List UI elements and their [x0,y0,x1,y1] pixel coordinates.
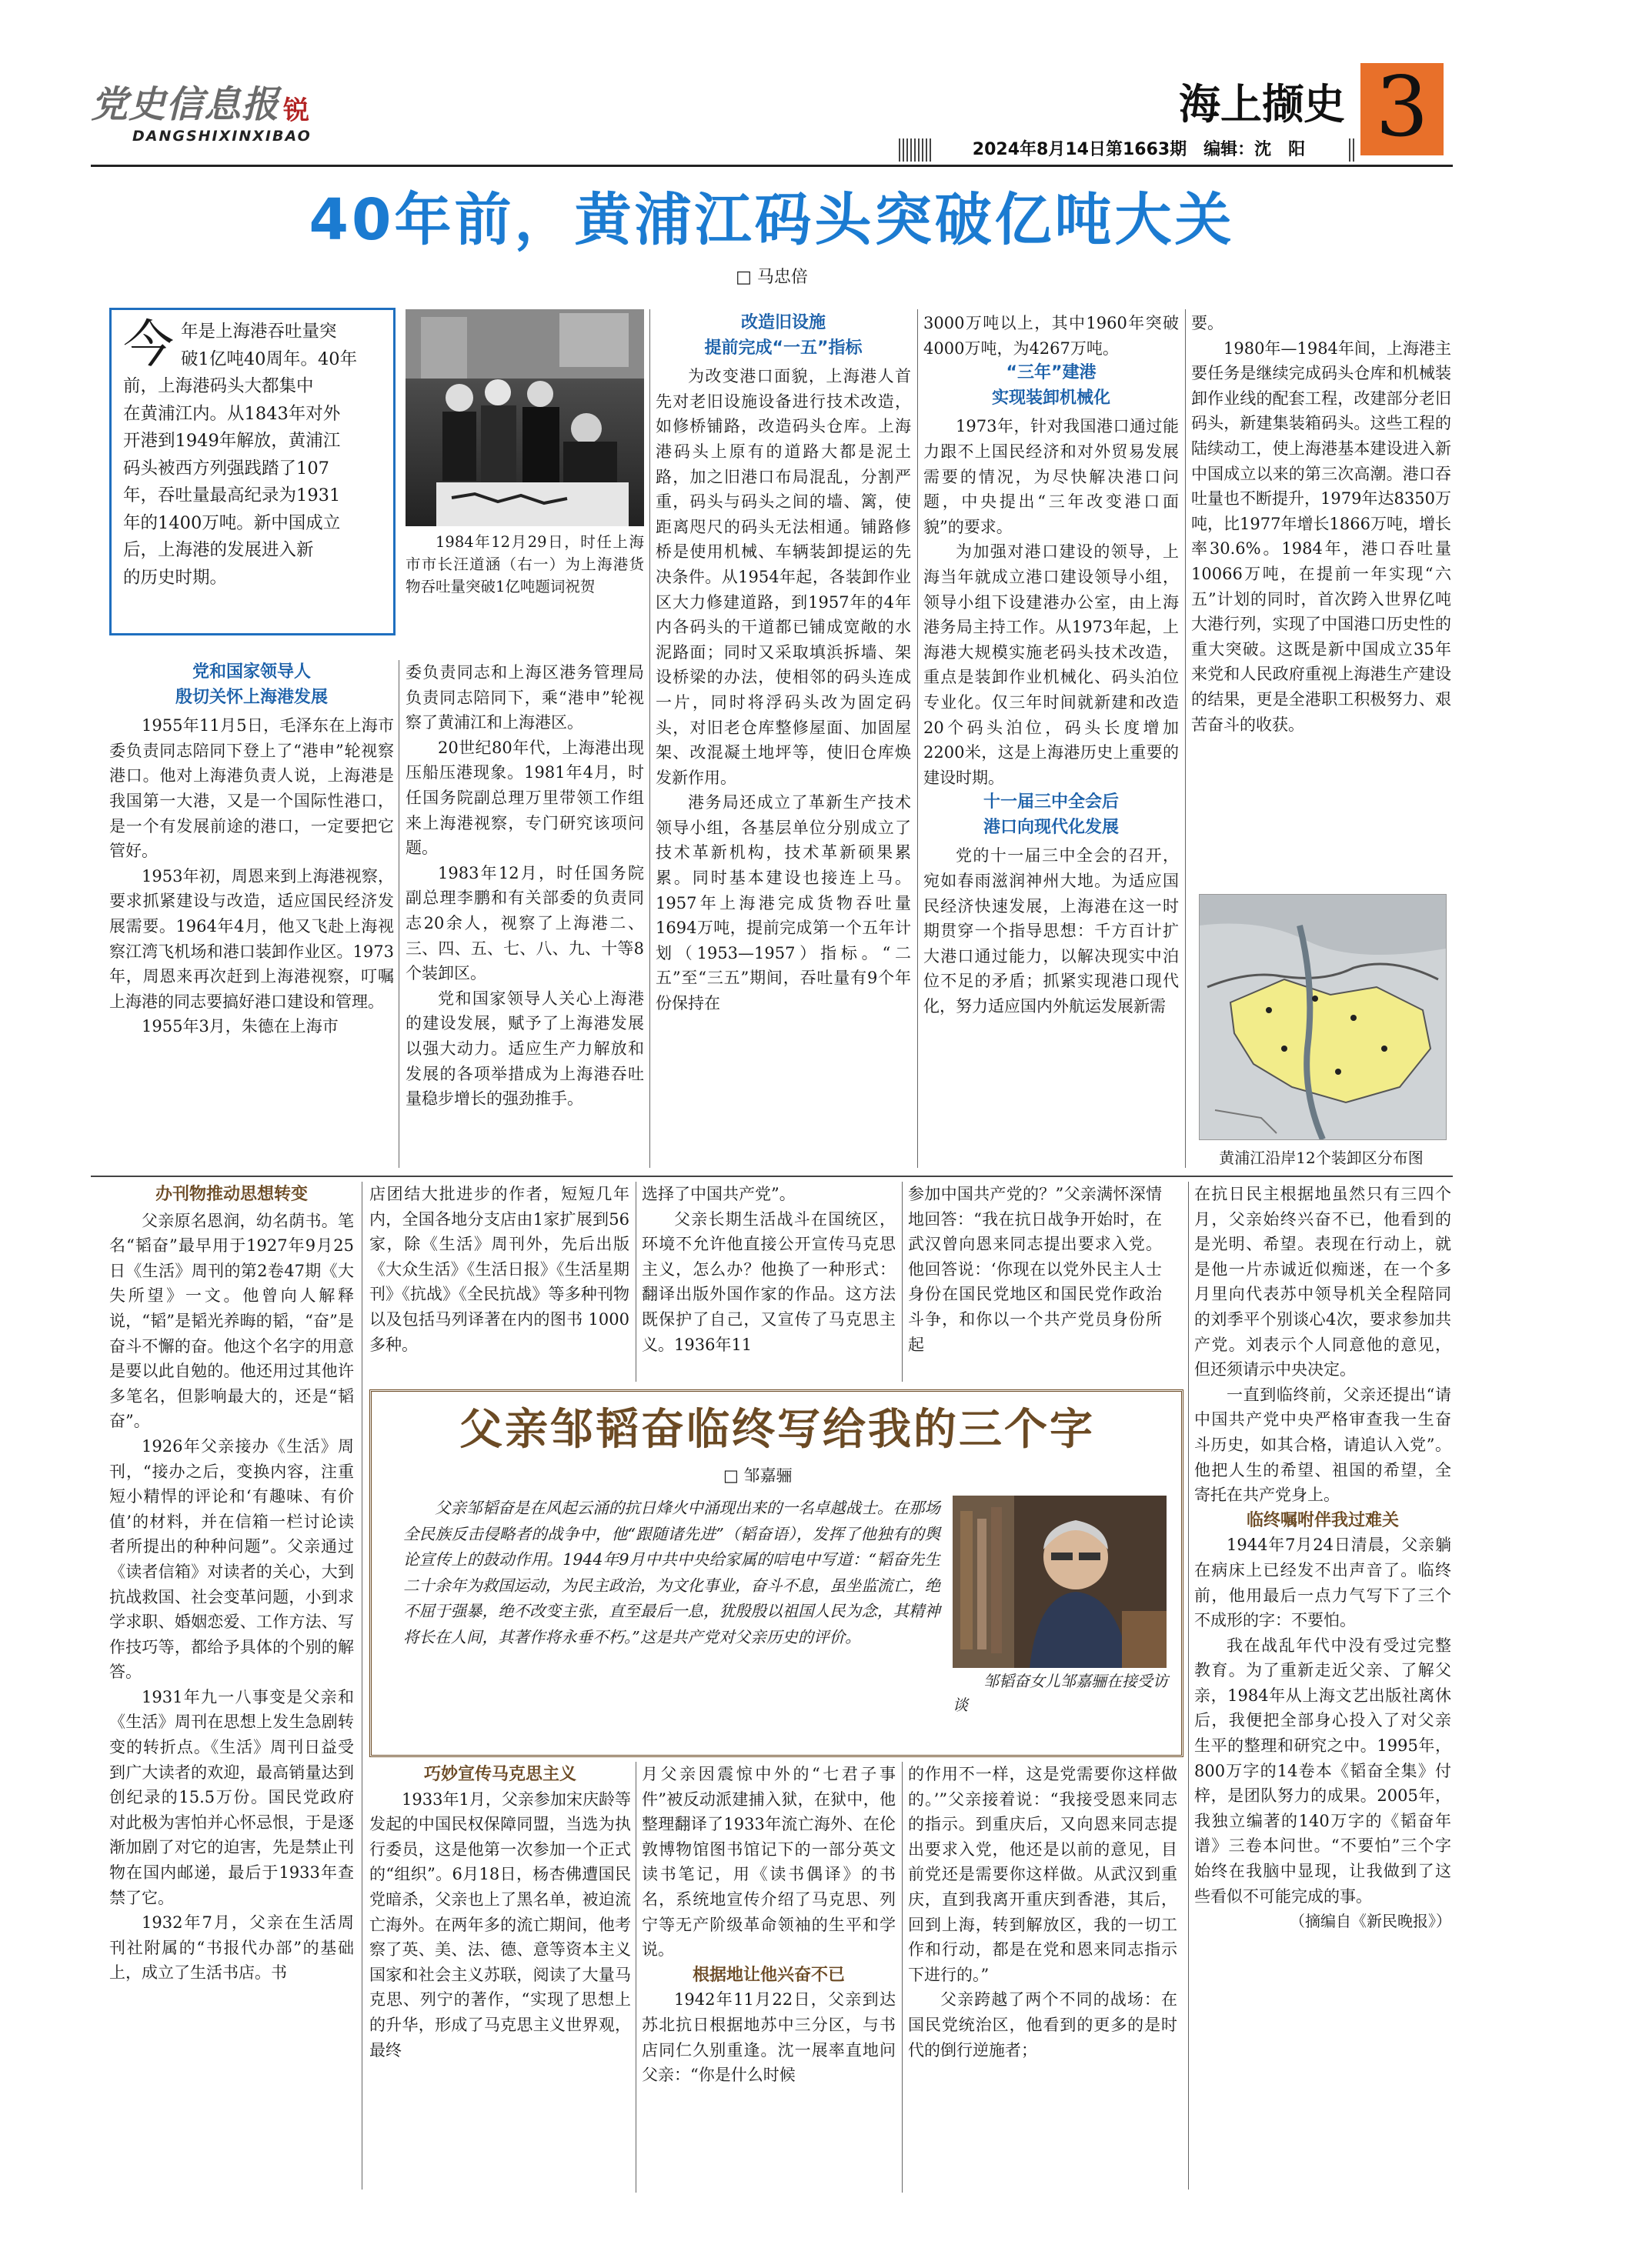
article2-colA [109,1182,354,1986]
paragraph: 为加强对港口建设的领导，上海当年就成立港口建设领导小组，领导小组下设建港办公室，由上海港务局主持工作。从1973年起，上海港大规模实施老码头技术改造，重点是装卸作业机械化、码头泊位专业化。仅三年时间就新建和改造20个码头泊位，码头长度增加2200米，这是上海港历史上重要的建设时期。 [923,542,1179,787]
section-heading: 巧妙宣传马克思主义 [423,1764,576,1784]
paragraph: 1955年3月，朱德在上海市 [142,1017,339,1036]
paragraph: 我在战乱年代中没有受过完整教育。为了重新走近父亲、了解父亲，1984年从上海文艺出版社离休后，我便把全部身心投入了对父亲生平的整理和研究之中。1995年，800万字的14卷本《韬奋全集》付梓，是团队努力的成果。2005年，我独立编著的140万字的《韬奋年谱》三卷本问世。“不要怕”三个字始终在我脑中显现，让我做到了这些看似不可能完成的事。 [1194,1636,1451,1906]
paragraph: 的作用不一样，这是党需要你这样做的。’”父亲接着说：“我接受恩来同志的指示。到重庆后，又向恩来同志提出要求入党，他还是以前的意见，目前党还是需要你这样做。从武汉到重庆，直到我离开重庆到香港，其后，回到上海，转到解放区，我的一切工作和行动，都是在党和恩来同志指示下进行的。” [908,1765,1177,1984]
paragraph: 参加中国共产党的？”父亲满怀深情地回答：“我在抗日战争开始时，在武汉曾向恩来同志提出要求入党。他回答说：‘你现在以党外民主人士身份在国民党地区和国民党作政治斗争，和你以一个共产党员身份所起 [908,1185,1162,1354]
paragraph: 党的十一届三中全会的召开，宛如春雨滋润神州大地。为适应国民经济快速发展，上海港在这一时期贯穿一个指导思想：千方百计扩大港口通过能力，以解决现实中泊位不足的矛盾；抓紧实现港口现代化，努力适应国内外航运发展新需 [923,846,1179,1016]
section-heading: 十一届三中全会后 [983,792,1119,812]
article2-colB-top [369,1182,629,1357]
paragraph: 1953年初，周恩来到上海港视察，要求抓紧建设与改造，适应国民经济发展需要。1964年4月，他又飞赴上海视察江湾飞机场和港口装卸作业区。1973年，周恩来再次赶到上海港视察，叮嘱上海港的同志要搞好港口建设和管理。 [109,866,394,1011]
harbor-map-caption: 黄浦江沿岸12个装卸区分布图 [1219,1149,1424,1167]
column-divider [902,1182,903,1382]
column-divider [1188,1182,1189,2190]
source-note: （摘编自《新民晚报》） [1290,1912,1451,1931]
section-heading: 办刊物推动思想转变 [155,1184,308,1204]
section-heading: 提前完成“一五”指标 [704,338,863,358]
section-heading: 实现装卸机械化 [991,388,1110,408]
article2-colE [1194,1182,1451,1934]
column-divider [902,1762,903,2193]
portrait-caption: 邹韬奋女儿邹嘉骊在接受访谈 [953,1672,1168,1714]
article2-title: 父亲邹韬奋临终写给我的三个字 [459,1405,1095,1455]
paragraph: 党和国家领导人关心上海港的建设发展，赋予了上海港发展以强大动力。适应生产力解放和发展的各项举措成为上海港吞吐量稳步增长的强劲推手。 [406,989,644,1109]
paragraph: 委负责同志和上海区港务管理局负责同志陪同下，乘“港申”轮视察了黄浦江和上海港区。 [406,663,644,732]
column-divider [1185,309,1186,1168]
article2-colC-top [642,1182,896,1357]
paragraph: 1983年12月，时任国务院副总理李鹏和有关部委的负责同志20余人，视察了上海港二、三、四、五、七、八、九、十等8个装卸区。 [406,863,644,983]
column-divider [917,309,918,1168]
paragraph: 店团结大批进步的作者，短短几年内，全国各地分支店由1家扩展到56家，除《生活》周刊外，先后出版《大众生活》《生活日报》《生活星期刊》《抗战》《全民抗战》等多种刊物以及包括马列译著在内的图书 1000多种。 [369,1185,629,1354]
article1-col2 [406,660,644,1112]
paragraph: 1973年，针对我国港口通过能力跟不上国民经济和对外贸易发展需要的情况，为尽快解决港口问题，中央提出“三年改变港口面貌”的要求。 [923,417,1179,536]
article2-lead: 父亲邹韬奋是在风起云涌的抗日烽火中涌现出来的一名卓越战士。在那场全民族反击侵略者的战争中，他“跟随诸先进”（韬奋语），发挥了他独有的舆论宣传上的鼓动作用。1944年9月中共中央给家属的唁电中写道：“韬奋先生二十余年为救国运动，为民主政治，为文化事业，奋斗不息，虽坐监流亡，绝不屈于强暴，绝不改变主张，直至最后一息，犹殷殷以祖国人民为念，其精神将长在人间，其著作将永垂不朽。”这是共产党对父亲历史的评价。 [403,1499,940,1646]
logo-cn: 党史信息报 [91,83,280,126]
section-heading: 殷切关怀上海港发展 [175,687,328,707]
paragraph: 在抗日民主根据地虽然只有三四个月，父亲始终兴奋不已，他看到的是光明、希望。表现在行动上，就是他一片赤诚近似痴迷，在一个多月里向代表苏中领导机关全程陪同的刘季平个别谈心4次，要求参加共产党。刘表示个人同意他的意见，但还须请示中央决定。 [1194,1185,1451,1379]
article2-colD-top [908,1182,1162,1357]
paragraph: 1955年11月5日，毛泽东在上海市委负责同志陪同下登上了“港申”轮视察港口。他对上海港负责人说，上海港是我国第一大港，又是一个国际性港口，是一个有发展前途的港口，一定要把它管好。 [109,716,394,861]
paragraph: 1942年11月22日，父亲到达苏北抗日根据地苏中三分区，与书店同仁久别重逢。沈一展率直地问父亲：“你是什么时候 [642,1990,896,2085]
article2-colC [642,1762,896,2088]
section-heading: 港口向现代化发展 [983,817,1119,837]
paragraph: 选择了中国共产党”。 [642,1185,796,1203]
section-heading: 临终嘱咐伴我过难关 [1246,1509,1399,1530]
paragraph: 为改变港口面貌，上海港人首先对老旧设施设备进行技术改造，如修桥铺路，改造码头仓库。上海港码头上原有的道路大都是泥土路，加之旧港口布局混乱，分割严重，码头与码头之间的墙、篱，使距离咫尺的码头无法相通。铺路修桥是使用机械、车辆装卸提运的先决条件。从1954年起，各装卸作业区大力修建道路，到1957年的4年内各码头的干道都已铺成宽敞的水泥路面；同时又采取填浜拆墙、架设桥梁的办法，使相邻的码头连成一片，同时将浮码头改为固定码头，对旧老仓库整修屋面、加固屋架、改混凝土地坪等，使旧仓库焕发新作用。 [656,367,911,787]
paragraph: 港务局还成立了革新生产技术领导小组，各基层单位分别成立了技术革新机构，技术革新硕果累累。同时基本建设也接连上马。1957年上海港完成货物吞吐量1694万吨，提前完成第一个五年计划（1953—1957）指标。“二五”至“三五”期间，吞吐量有9个年份保持在 [656,793,911,1013]
logo-stamp-icon: 锐 [283,95,309,126]
paragraph: 父亲原名恩润，幼名荫书。笔名“韬奋”最早用于1927年9月25日《生活》周刊的第2卷47期《大失所望》一文。他曾向人解释说，“韬”是韬光养晦的韬，“奋”是奋斗不懈的奋。他这个名字的用意是要以此自勉的。他还用过其他许多笔名，但影响最大的，还是“韬奋”。 [109,1211,354,1431]
article1-col1 [109,660,394,1039]
paragraph: 1926年父亲接办《生活》周刊，“接办之后，变换内容，注重短小精悍的评论和‘有趣味、有价值’的材料，并在信箱一栏讨论读者所提出的种种问题”。父亲通过《读者信箱》对读者的关心，大到抗战救国、社会变革问题，小到求学求职、婚姻恋爱、工作方法、写作技巧等，都给予具体的个别的解答。 [109,1436,354,1682]
section-title: 海上撷史 [1179,80,1345,128]
section-heading: 改造旧设施 [740,313,826,332]
article2-colB [369,1762,631,2063]
paragraph: 月父亲因震惊中外的“七君子事件”被反动派建捕入狱，在狱中，他整理翻译了1933年流亡海外、在伦敦博物馆图书馆记下的一部分英文读书笔记，用《读书偶译》的书名，系统地宣传介绍了马克思、列宁等无产阶级革命领袖的生平和学说。 [642,1765,896,1959]
article1-intro: 年是上海港吞吐量突 破1亿吨40周年。40年 前，上海港码头大都集中 在黄浦江内。从1843年对外 开港到1949年解放，黄浦江 码头被西方列强践踏了107 年，吞吐量最高纪录为1931 年的1400万吨。新中国成立 后，上海港的发展进入新 的历史时期。 [123,322,358,588]
article1-col5 [1191,311,1451,737]
article1-author: □ 马忠倍 [736,268,808,287]
article1-col3 [656,311,911,1016]
section-heading: 根据地让他兴奋不已 [692,1964,845,1985]
paragraph: 1933年1月，父亲参加宋庆龄等发起的中国民权保障同盟，当选为执行委员，这是他第一次参加一个正式的“组织”。6月18日，杨杏佛遭国民党暗杀，父亲也上了黑名单，被迫流亡海外。在两年多的流亡期间，他考察了英、美、法、德、意等资本主义国家和社会主义苏联，阅读了大量马克思、列宁的著作，“实现了思想上的升华，形成了马克思主义世界观，最终 [369,1789,631,2060]
article1-title: 40年前，黄浦江码头突破亿吨大关 [309,187,1235,253]
paragraph: 1944年7月24日清晨，父亲躺在病床上已经发不出声音了。临终前，他用最后一点力气写下了三个不成形的字：不要怕。 [1194,1536,1451,1630]
intro-dropcap: 今 [123,315,174,374]
article2-author: □ 邹嘉骊 [723,1466,793,1485]
masthead-logo [91,83,322,160]
paragraph: 1980年—1984年间，上海港主要任务是继续完成码头仓库和机械装卸作业线的配套工程，改建部分老旧码头，新建集装箱码头。这些工程的陆续动工，使上海港基本建设进入新中国成立以来的第三次高潮。港口吞吐量也不断提升，1979年达8350万吨，比1977年增长1866万吨，增长率30.6%。1984年，港口吞吐量10066万吨，在提前一年实现“六五”计划的同时，首次跨入世界亿吨大港行列，实现了中国港口历史性的重大突破。这既是新中国成立35年来党和人民政府重视上海港生产建设的结果，更是全港职工积极努力、艰苦奋斗的收获。 [1191,339,1451,734]
historic-photo-caption: 1984年12月29日，时任上海市市长汪道涵（右一）为上海港货物吞吐量突破1亿吨题词祝贺 [406,533,644,595]
dateline: 2024年8月14日第1663期 编辑：沈 阳 [931,138,1347,162]
column-divider [649,309,650,1168]
harbor-map [1199,894,1447,1140]
paragraph: 一直到临终前，父亲还提出“请中国共产党中央严格审查我一生奋斗历史，如其合格，请追认入党”。他把人生的希望、祖国的希望，全寄托在共产党身上。 [1194,1385,1451,1505]
paragraph: 父亲长期生活战斗在国统区，环境不允许他直接公开宣传马克思主义，怎么办？他换了一种形式：翻译出版外国作家的作品。这方法既保护了自己，又宣传了马克思主义。1936年11 [642,1209,896,1354]
section-heading: 党和国家领导人 [192,662,311,682]
portrait-photo [953,1496,1167,1668]
article2-colD [908,1762,1177,2063]
historic-photo [406,309,644,526]
paragraph: 1931年九一八事变是父亲和《生活》周刊在思想上发生急剧转变的转折点。《生活》周刊日益受到广大读者的欢迎，最高销量达到创纪录的15.5万份。国民党政府对此极为害怕并心怀忌恨，于是逐渐加剧了对它的迫害，先是禁止刊物在国内邮递，最后于1933年查禁了它。 [109,1687,354,1907]
paragraph: 要。 [1191,314,1223,332]
top-rule [91,165,1453,167]
page-number: 3 [1375,59,1429,155]
paragraph: 父亲跨越了两个不同的战场：在国民党统治区，他看到的更多的是时代的倒行逆施者； [908,1990,1177,2060]
paragraph: 1932年7月，父亲在生活周刊社附属的“书报代办部”的基础上，成立了生活书店。书 [109,1913,354,1983]
article1-col4 [923,311,1179,1019]
paragraph: 20世纪80年代，上海港出现压船压港现象。1981年4月，时任国务院副总理万里带领工作组来上海港视察，专门研究该项问题。 [406,738,644,858]
article-separator [91,1176,1453,1177]
paragraph: 3000万吨以上，其中1960年突破4000万吨，为4267万吨。 [923,314,1179,358]
logo-pinyin: DANGSHIXINXIBAO [132,128,312,145]
section-heading: “三年”建港 [1006,363,1097,383]
